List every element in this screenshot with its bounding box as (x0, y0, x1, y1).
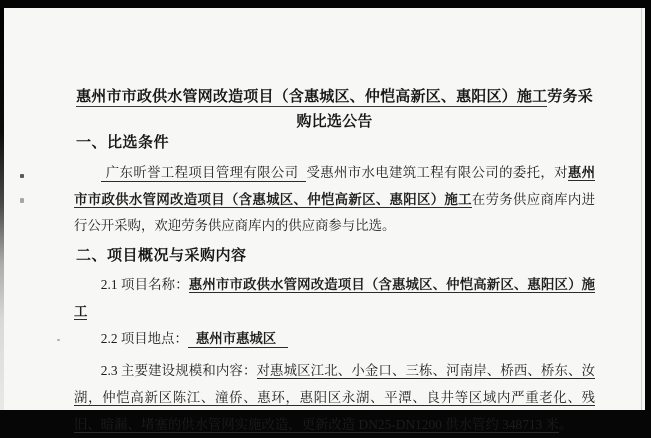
item-project-name-value: 惠州市市政供水管网改造项目（含惠城区、仲恺高新区、惠阳区）施工 (74, 277, 596, 319)
item-scope-content-value: 对惠城区江北、小金口、三栋、河南岸、桥西、桥东、汝湖，仲恺高新区陈江、潼侨、惠环，惠阳区永湖、平潭、良井等区域内严重老化、残旧、暗漏、堵塞的供水管网实施改造，更新改造 DN25-DN1200 供水管约 348713 米 (74, 363, 595, 432)
document-title-suffix: 劳务采购比选公告 (296, 88, 593, 130)
item-scope-content (74, 357, 595, 438)
item-scope-content-suffix: 。 (559, 417, 573, 432)
item-project-location-value: 惠州市惠城区 (188, 331, 288, 348)
section2-heading: 二、项目概况与采购内容 (76, 247, 247, 264)
scan-speck (20, 174, 24, 178)
section2-items (74, 271, 595, 438)
paragraph-tail-text: 在劳务供应商库内进行公开采购，欢迎劳务供应商库内的供应商参与比选。 (74, 191, 596, 234)
scan-speck (57, 339, 60, 341)
item-project-location (74, 325, 595, 352)
agency-name-underlined: 广东昕誉工程项目管理有限公司 (101, 165, 307, 182)
section1-heading: 一、比选条件 (76, 134, 170, 151)
scanner-left-edge-shadow (0, 0, 4, 410)
item-project-name (74, 271, 595, 325)
item-scope-content-label: 2.3 主要建设规模和内容： (100, 363, 257, 378)
scan-speck (20, 198, 24, 203)
document-title (74, 84, 595, 134)
page-edge-line (641, 8, 642, 410)
section1-paragraph (74, 160, 595, 240)
scanner-top-border (0, 0, 651, 8)
project-name-bold-underlined: 惠州市市政供水管网改造项目（含惠城区、仲恺高新区、惠阳区）施工 (74, 165, 596, 207)
item-project-name-label: 2.1 项目名称： (100, 277, 189, 292)
paragraph-mid-text: 受惠州市水电建筑工程有限公司的委托，对 (306, 165, 568, 180)
item-project-location-label: 2.2 项目地点： (100, 331, 188, 346)
scanner-right-border (645, 0, 651, 410)
scanned-page (4, 8, 645, 432)
document-title-project-underlined: 惠州市市政供水管网改造项目（含惠城区、仲恺高新区、惠阳区）施工 (76, 88, 548, 105)
